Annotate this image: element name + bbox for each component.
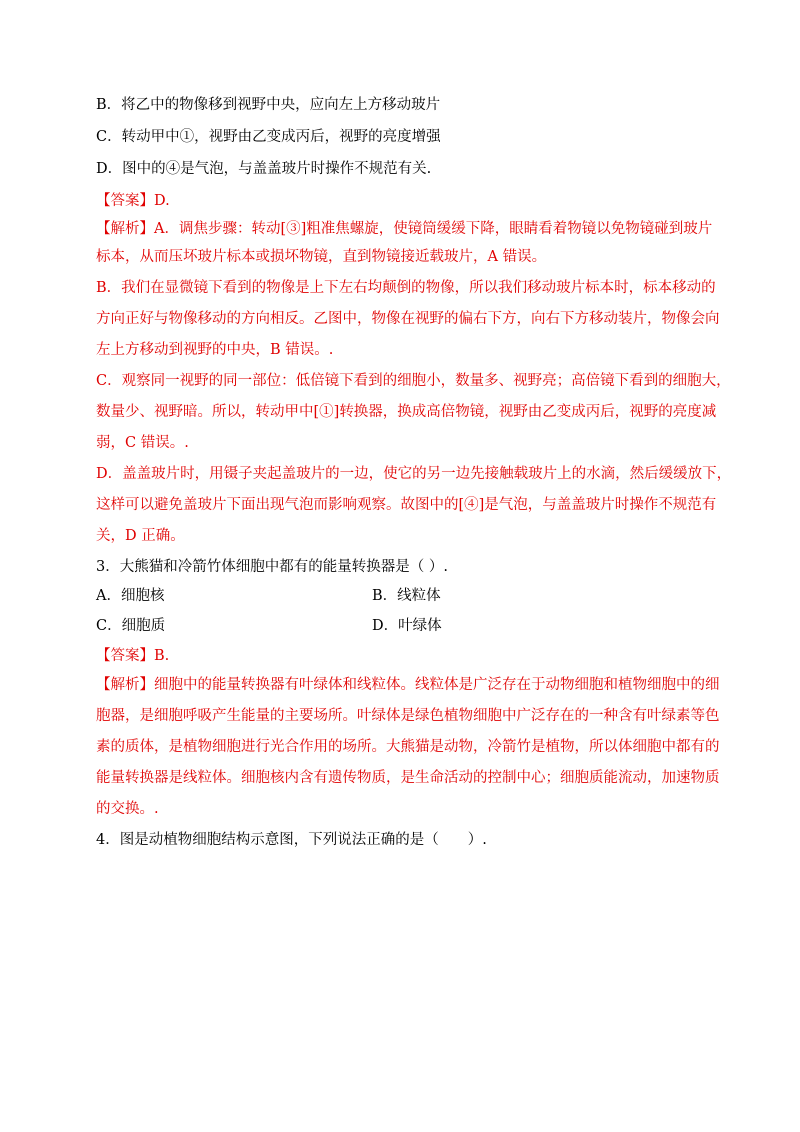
q2-analysis-line-1 <box>96 219 712 239</box>
q2-analysis-line-6: C．观察同一视野的同一部位：低倍镜下看到的细胞小，数量多、视野亮；高倍镜下看到的细胞大， <box>96 373 731 389</box>
q3-analysis-line-2: 胞器，是细胞呼吸产生能量的主要场所。叶绿体是绿色植物细胞中广泛存在的一种含有叶绿素等色 <box>96 708 720 724</box>
q2-answer <box>96 191 170 211</box>
q3-option-b: B．线粒体 <box>372 588 441 604</box>
q3-option-c: C．细胞质 <box>96 618 166 634</box>
q3-analysis-line-4: 能量转换器是线粒体。细胞核内含有遗传物质，是生命活动的控制中心；细胞质能流动，加速物质 <box>96 770 720 786</box>
q2-analysis-line-8: 弱，C 错误。. <box>96 435 189 451</box>
analysis-tag: 【解析】 <box>96 677 154 693</box>
analysis-text: A．调焦步骤：转动[③]粗准焦螺旋，使镜筒缓缓下降，眼睛看着物镜以免物镜碰到玻片 <box>154 221 713 237</box>
q2-option-c: C．转动甲中①，视野由乙变成丙后，视野的亮度增强 <box>96 129 441 145</box>
q2-analysis-line-5: 左上方移动到视野的中央，B 错误。. <box>96 342 334 358</box>
answer-tag: 【答案】 <box>96 648 154 664</box>
q2-option-b: B．将乙中的物像移到视野中央，应向左上方移动玻片 <box>96 97 441 113</box>
q2-analysis-line-3: B．我们在显微镜下看到的物像是上下左右均颠倒的物像，所以我们移动玻片标本时，标本移动的 <box>96 280 716 296</box>
q2-analysis-line-7: 数量少、视野暗。所以，转动甲中[①]转换器，换成高倍物镜，视野由乙变成丙后，视野的亮度减 <box>96 404 717 420</box>
q3-answer <box>96 646 169 666</box>
q3-analysis-line-3: 素的质体，是植物细胞进行光合作用的场所。大熊猫是动物，冷箭竹是植物，所以体细胞中都有的 <box>96 739 720 755</box>
q2-analysis-line-10: 这样可以避免盖玻片下面出现气泡而影响观察。故图中的[④]是气泡，与盖盖玻片时操作不规范有 <box>96 497 717 513</box>
q2-analysis-line-2: 标本，从而压坏玻片标本或损坏物镜，直到物镜接近载玻片，A 错误。 <box>96 249 547 265</box>
q2-analysis-line-4: 方向正好与物像移动的方向相反。乙图中，物像在视野的偏右下方，向右下方移动装片，物像会向 <box>96 311 720 327</box>
answer-tag: 【答案】 <box>96 193 154 209</box>
answer-value: B. <box>154 648 170 664</box>
analysis-tag: 【解析】 <box>96 221 154 237</box>
analysis-text: 细胞中的能量转换器有叶绿体和线粒体。线粒体是广泛存在于动物细胞和植物细胞中的细 <box>154 677 720 693</box>
q3-option-d: D．叶绿体 <box>372 618 442 634</box>
q3-option-a: A．细胞核 <box>96 588 165 604</box>
answer-value: D. <box>154 193 170 209</box>
q2-analysis-line-9: D．盖盖玻片时，用镊子夹起盖玻片的一边，使它的另一边先接触载玻片上的水滴，然后缓缓放下， <box>96 466 732 482</box>
q3-analysis-line-1 <box>96 675 720 695</box>
q3-analysis-line-5: 的交换。. <box>96 801 159 817</box>
q2-option-d: D．图中的④是气泡，与盖盖玻片时操作不规范有关. <box>96 161 432 177</box>
q2-analysis-line-11: 关，D 正确。 <box>96 528 185 544</box>
q4-stem: 4．图是动植物细胞结构示意图，下列说法正确的是（ ）. <box>96 832 487 848</box>
q3-stem: 3．大熊猫和冷箭竹体细胞中都有的能量转换器是（ ）. <box>96 559 448 575</box>
